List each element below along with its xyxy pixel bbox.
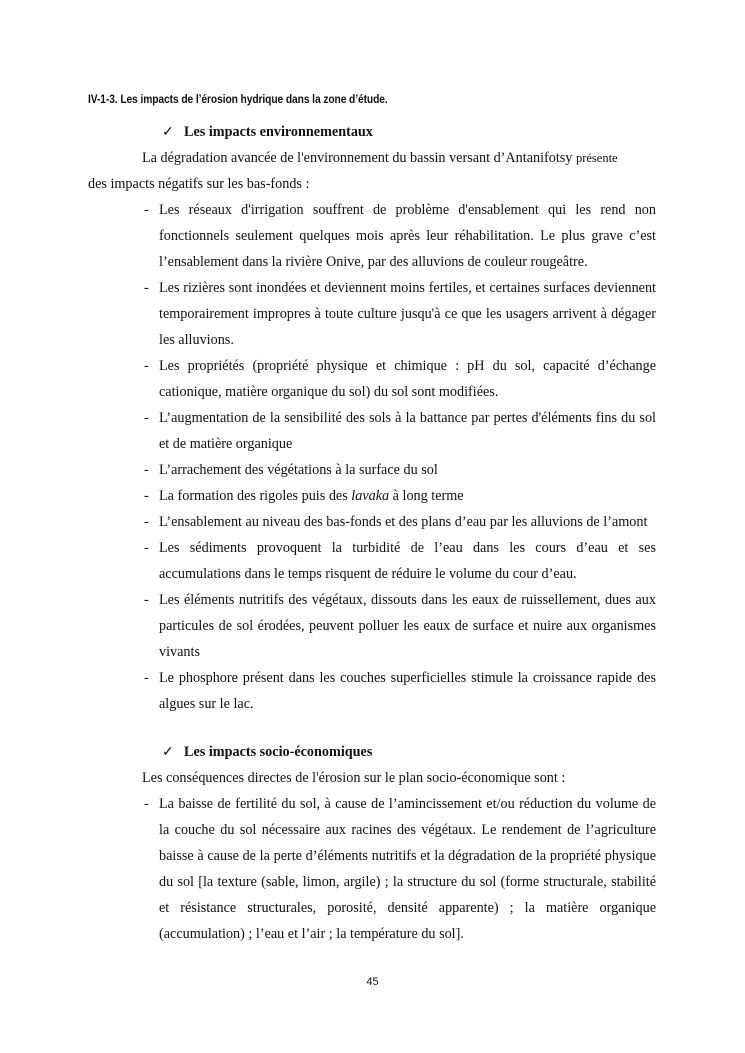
list-item: [144, 197, 656, 275]
section-heading: IV-1-3. Les impacts de l’érosion hydrique dans la zone d’étude.: [88, 92, 388, 106]
rigoles-text-before: La formation des rigoles puis des: [159, 488, 352, 504]
dash-marker: -: [144, 410, 149, 426]
list-item-text: Les sédiments provoquent la turbidité de l’eau dans les cours d’eau et ses accumulations dans le temps risquent de réduire le volume du cour d’eau.: [159, 540, 656, 582]
list-item: [144, 587, 656, 665]
dash-marker: -: [144, 280, 149, 296]
list-item-text: Les éléments nutritifs des végétaux, dissouts dans les eaux de ruissellement, dues aux particules de sol érodées, peuvent polluer les eaux de surface et nuire aux organismes vivants: [159, 592, 656, 660]
list-item-text: Les rizières sont inondées et deviennent moins fertiles, et certaines surfaces deviennent temporairement impropres à toute culture jusqu'à ce que les usagers arrivent à dégager les alluvions.: [159, 280, 656, 348]
list-item-text: L’ensablement au niveau des bas-fonds et des plans d’eau par les alluvions de l’amont: [159, 514, 648, 530]
list-item: [144, 457, 656, 483]
list-item: [144, 353, 656, 405]
subheading-socio-economic: [162, 739, 372, 765]
rigoles-text-italic: lavaka: [351, 488, 390, 504]
dash-marker: -: [144, 488, 149, 504]
checkmark-icon: ✓: [162, 744, 174, 760]
socio-economic-impacts-list: [144, 791, 656, 947]
list-item-text: L’augmentation de la sensibilité des sols à la battance par pertes d'éléments fins du sol et de matière organique: [159, 410, 656, 452]
page-number: 45: [366, 976, 379, 988]
subheading-environmental: [162, 119, 373, 145]
dash-marker: -: [144, 462, 149, 478]
environmental-intro-tail: présente: [575, 151, 618, 165]
environmental-intro: [88, 145, 656, 171]
rigoles-text-after: à long terme: [389, 488, 464, 504]
environmental-impacts-list: [144, 197, 656, 717]
list-item: [144, 535, 656, 587]
list-item-text: Les propriétés (propriété physique et chimique : pH du sol, capacité d’échange cationique, matière organique du sol) du sol sont modifiées.: [159, 358, 656, 400]
list-item: [144, 791, 656, 947]
list-item: [144, 405, 656, 457]
list-item-text: La baisse de fertilité du sol, à cause de l’amincissement et/ou réduction du volume de la couche du sol nécessaire aux racines des végétaux. Le rendement de l’agriculture baisse à cause de la perte d’éléments nutritifs et la dégradation de la propriété physique du sol [la texture (sable, limon, argile) ; la structure du sol (forme structurale, stabilité et résistance structurales, porosité, densité apparente) ; la matière organique (accumulation) ; l’eau et l’air ; la température du sol].: [159, 796, 656, 942]
dash-marker: -: [144, 796, 149, 812]
list-item-text: Le phosphore présent dans les couches superficielles stimule la croissance rapide des algues sur le lac.: [159, 670, 656, 712]
list-item-text: L’arrachement des végétations à la surface du sol: [159, 462, 438, 478]
list-item: [144, 275, 656, 353]
checkmark-icon: ✓: [162, 124, 174, 140]
environmental-intro-line2: des impacts négatifs sur les bas-fonds :: [88, 176, 310, 192]
dash-marker: -: [144, 670, 149, 686]
list-item: [144, 509, 656, 535]
dash-marker: -: [144, 592, 149, 608]
socio-economic-intro: Les conséquences directes de l'érosion sur le plan socio-économique sont :: [142, 770, 566, 786]
dash-marker: -: [144, 202, 149, 218]
environmental-intro-main: La dégradation avancée de l'environnement du bassin versant d’Antanifotsy: [142, 150, 576, 166]
subheading-socio-economic-label: Les impacts socio-économiques: [184, 744, 373, 760]
dash-marker: -: [144, 540, 149, 556]
dash-marker: -: [144, 358, 149, 374]
subheading-environmental-label: Les impacts environnementaux: [184, 124, 373, 140]
list-item: [144, 665, 656, 717]
dash-marker: -: [144, 514, 149, 530]
list-item-text: Les réseaux d'irrigation souffrent de problème d'ensablement qui les rend non fonctionnels seulement quelques mois après leur réhabilitation. Le plus grave c’est l’ensablement dans la rivière Onive, par des alluvions de couleur rougeâtre.: [159, 202, 656, 270]
list-item: [144, 483, 656, 509]
